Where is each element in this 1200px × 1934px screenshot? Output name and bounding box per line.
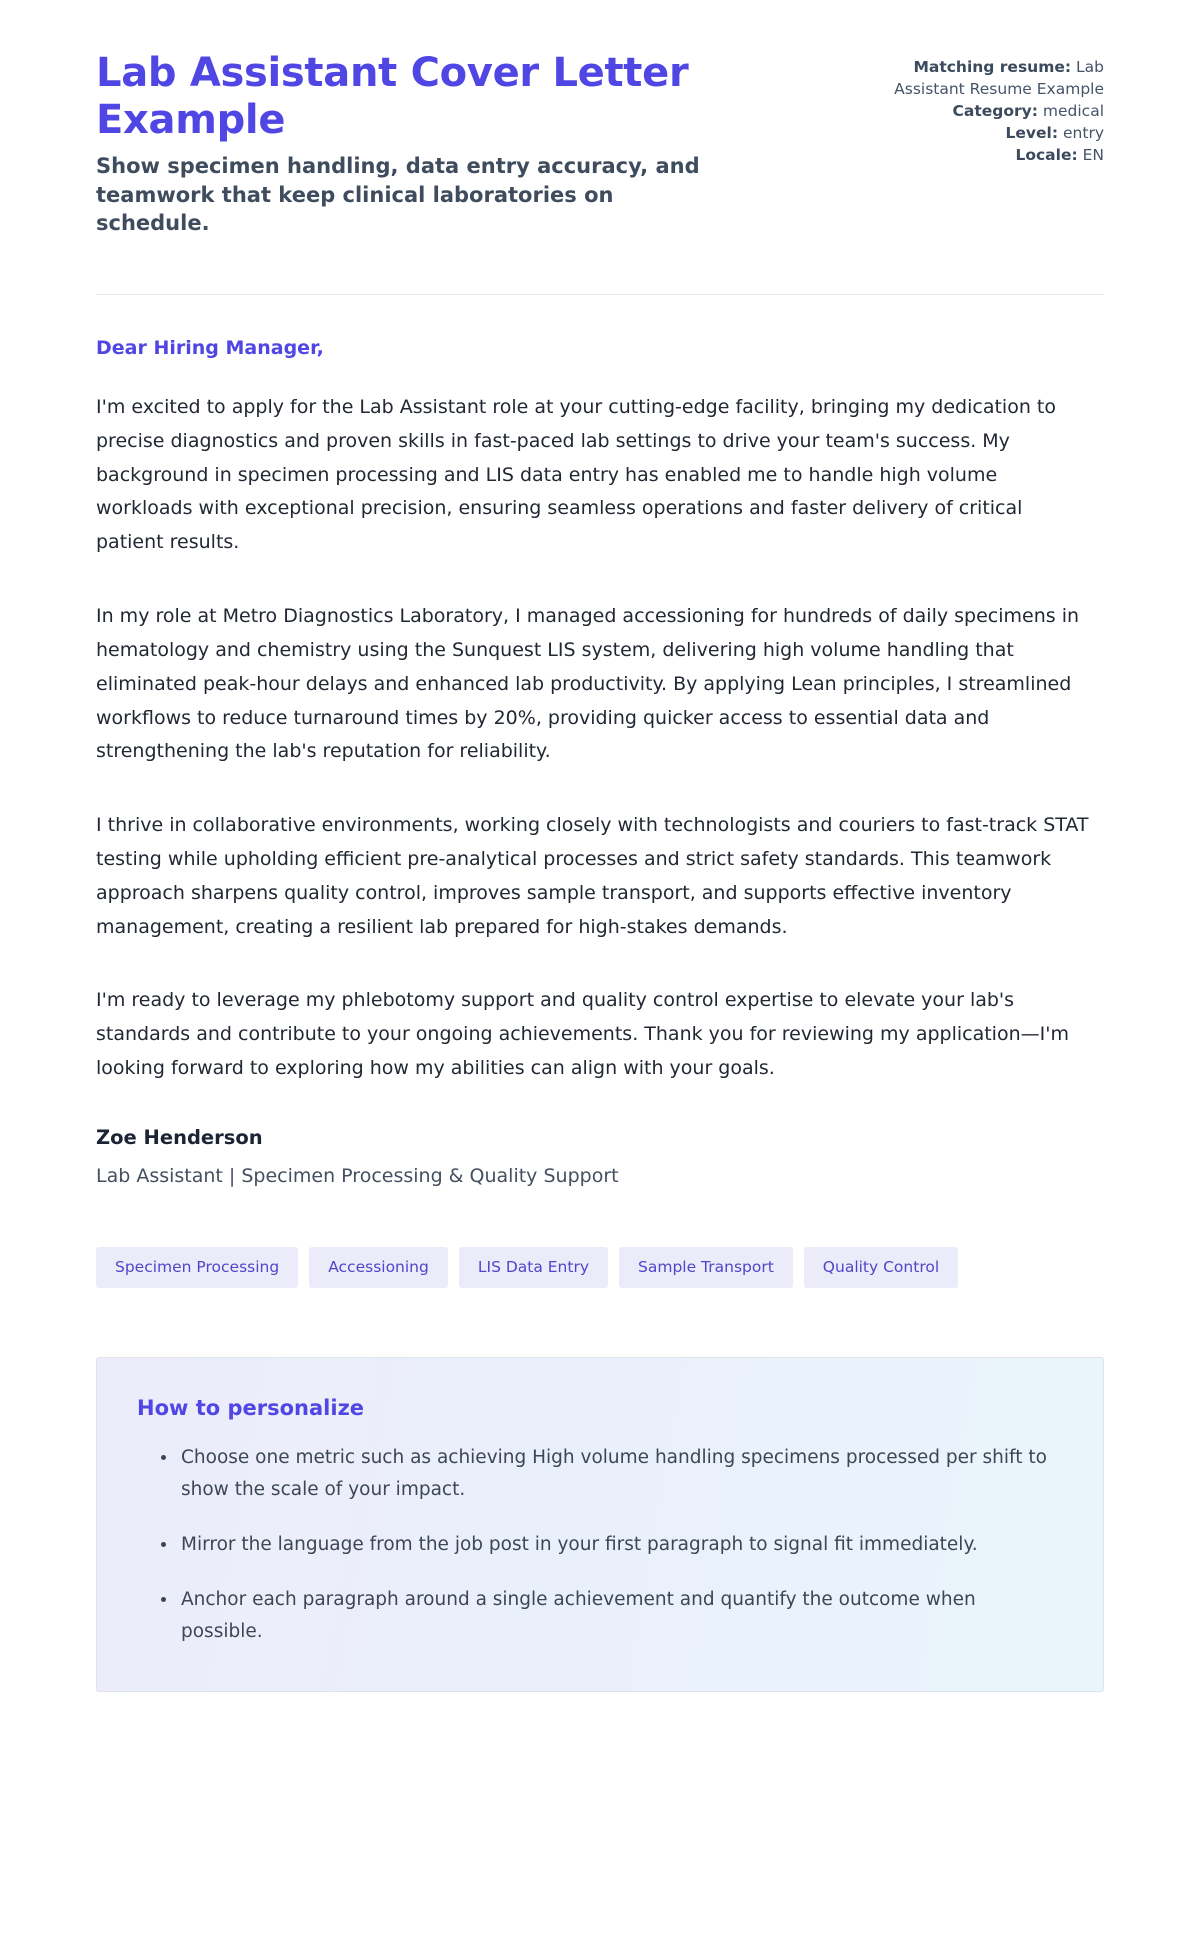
- personalize-tip-item: Mirror the language from the job post in your first paragraph to signal fit immediately.: [161, 1529, 1063, 1561]
- page-header: [96, 0, 1104, 238]
- personalize-tip-item: Anchor each paragraph around a single achievement and quantify the outcome when possible.: [161, 1584, 1063, 1648]
- letter-paragraph-1: I'm excited to apply for the Lab Assistant role at your cutting-edge facility, bringing my dedication to precise diagnostics and proven skills in fast-paced lab settings to drive your team's success. My background in specimen processing and LIS data entry has enabled me to handle high volume workloads with exceptional precision, ensuring seamless operations and faster delivery of critical patient results.: [96, 396, 1056, 554]
- salutation: Dear Hiring Manager,: [96, 337, 324, 360]
- skill-tag-list: [96, 1247, 1104, 1289]
- page-subtitle: Show specimen handling, data entry accuracy, and teamwork that keep clinical laboratories on schedule.: [96, 154, 700, 236]
- page-title: Lab Assistant Cover Letter Example: [96, 50, 689, 144]
- meta-row-level: [879, 122, 1104, 144]
- cover-letter-body: [96, 295, 1104, 1187]
- meta-value-locale: EN: [1082, 146, 1104, 164]
- meta-row-locale: [879, 144, 1104, 166]
- skill-tag[interactable]: Accessioning: [309, 1247, 448, 1289]
- panel-title: How to personalize: [137, 1396, 365, 1421]
- meta-label-category: Category:: [952, 102, 1038, 120]
- personalize-tip-list: [137, 1442, 1063, 1647]
- signature-block: [96, 1126, 1104, 1187]
- meta-row-category: [879, 100, 1104, 122]
- meta-label-locale: Locale:: [1015, 146, 1078, 164]
- meta-value-category: medical: [1042, 102, 1104, 120]
- personalize-tip-item: Choose one metric such as achieving High volume handling specimens processed per shift to show the scale of your impact.: [161, 1442, 1063, 1506]
- skill-tag[interactable]: Quality Control: [804, 1247, 958, 1289]
- meta-label-level: Level:: [1005, 124, 1059, 142]
- signature-name: Zoe Henderson: [96, 1125, 263, 1149]
- meta-row-matching-resume: [879, 56, 1104, 100]
- header-title-block: [96, 50, 836, 238]
- signature-role: Lab Assistant | Specimen Processing & Quality Support: [96, 1164, 619, 1187]
- skill-tag[interactable]: LIS Data Entry: [459, 1247, 608, 1289]
- letter-paragraph-2: In my role at Metro Diagnostics Laboratory, I managed accessioning for hundreds of daily specimens in hematology and chemistry using the Sunquest LIS system, delivering high volume handling that eliminated peak-hour delays and enhanced lab productivity. By applying Lean principles, I streamlined workflows to reduce turnaround times by 20%, providing quicker access to essential data and strengthening the lab's reputation for reliability.: [96, 605, 1080, 763]
- letter-paragraph-4: I'm ready to leverage my phlebotomy support and quality control expertise to elevate your lab's standards and contribute to your ongoing achievements. Thank you for reviewing my application—I'm looking forward to exploring how my abilities can align with your goals.: [96, 989, 1069, 1080]
- meta-label-matching-resume: Matching resume:: [913, 58, 1072, 76]
- how-to-personalize-panel: [96, 1357, 1104, 1692]
- skill-tag[interactable]: Specimen Processing: [96, 1247, 298, 1289]
- meta-value-matching-resume: Lab Assistant Resume Example: [894, 58, 1104, 98]
- skill-tag[interactable]: Sample Transport: [619, 1247, 793, 1289]
- document-metadata: [879, 50, 1104, 166]
- letter-paragraph-3: I thrive in collaborative environments, working closely with technologists and couriers to fast-track STAT testing while upholding efficient pre-analytical processes and strict safety standards. This teamwork approach sharpens quality control, improves sample transport, and supports effective inventory management, creating a resilient lab prepared for high-stakes demands.: [96, 814, 1089, 938]
- meta-value-level: entry: [1063, 124, 1104, 142]
